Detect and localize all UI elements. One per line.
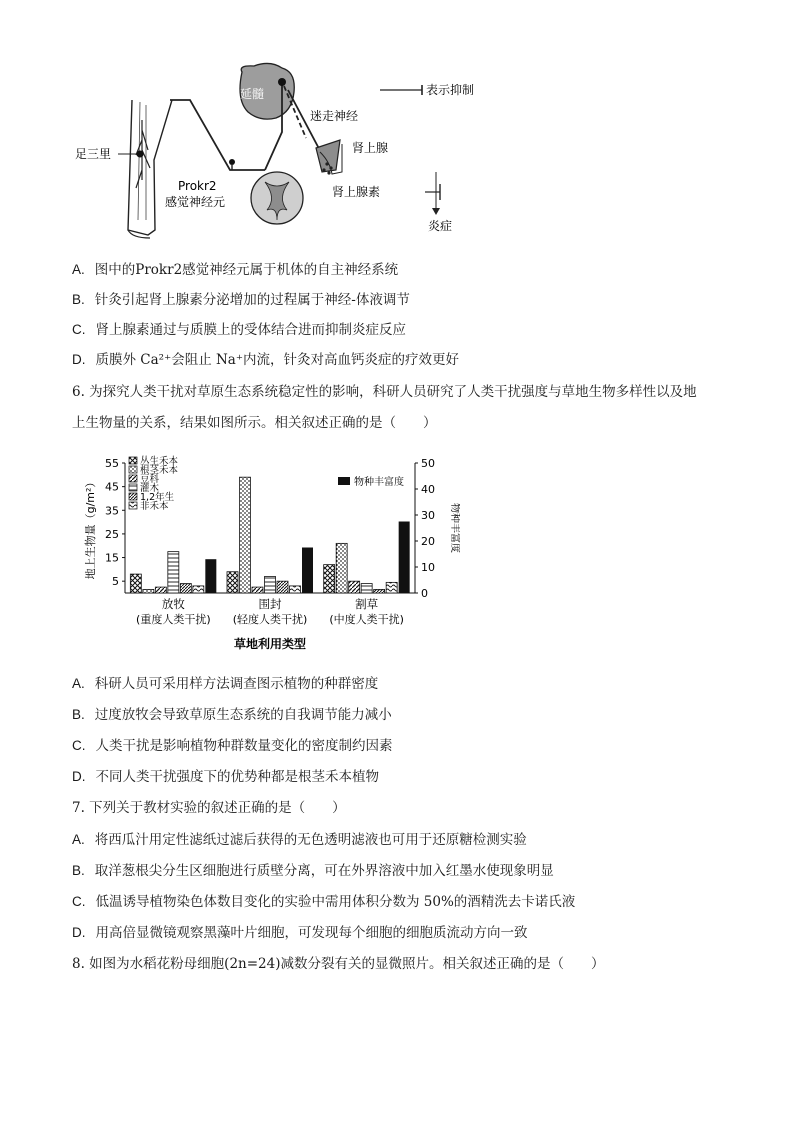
y2-axis-label: 物种丰富度 xyxy=(449,503,460,553)
legend-label-richness: 物种丰富度 xyxy=(354,477,404,488)
q5-option-c[interactable]: C. 肾上腺素通过与质膜上的受体结合进而抑制炎症反应 xyxy=(72,322,406,338)
category-label: 割草 xyxy=(355,597,379,611)
label-zusanli: 足三里 xyxy=(75,147,112,161)
legend-label: 根茎禾本 xyxy=(140,465,179,476)
x-axis-label: 草地利用类型 xyxy=(233,637,307,651)
bar-非禾本 xyxy=(290,586,301,593)
q5-neural-diagram xyxy=(70,60,510,240)
y-tick-label: 25 xyxy=(105,527,119,541)
bar-richness xyxy=(205,559,216,593)
bar-非禾本 xyxy=(386,582,397,593)
y-tick-label: 15 xyxy=(105,551,119,565)
q6-option-b[interactable]: B. 过度放牧会导致草原生态系统的自我调节能力减小 xyxy=(72,707,392,723)
y-tick-label: 35 xyxy=(105,504,119,518)
y-tick-label: 45 xyxy=(105,480,119,494)
q5-option-d[interactable]: D. 质膜外 Ca²⁺会阻止 Na⁺内流，针灸对高血钙炎症的疗效更好 xyxy=(72,352,459,368)
y-tick-label: 5 xyxy=(112,575,119,589)
y2-tick-label: 0 xyxy=(421,587,428,600)
q6-option-d[interactable]: D. 不同人类干扰强度下的优势种都是根茎禾本植物 xyxy=(72,769,379,785)
legend-swatch-richness xyxy=(338,477,350,485)
legend-swatch xyxy=(129,493,137,500)
category-note: (轻度人类干扰) xyxy=(232,613,308,626)
q6-option-a[interactable]: A. 科研人员可采用样方法调查图示植物的种群密度 xyxy=(72,676,379,692)
y2-tick-label: 50 xyxy=(421,457,435,470)
category-label: 放牧 xyxy=(161,597,185,611)
bar-1,2年生 xyxy=(374,589,385,593)
legend-label: 豆科 xyxy=(140,474,160,485)
bar-豆科 xyxy=(155,587,166,593)
category-label: 围封 xyxy=(258,597,282,611)
bar-1,2年生 xyxy=(180,584,191,593)
legend-swatch xyxy=(129,457,137,464)
legend-label: 丛生禾本 xyxy=(140,456,179,467)
q7-stem: 7. 下列关于教材实验的叙述正确的是（ ） xyxy=(72,800,346,816)
label-sensory-neuron: 感觉神经元 xyxy=(165,195,226,209)
q7-option-b[interactable]: B. 取洋葱根尖分生区细胞进行质壁分离，可在外界溶液中加入红墨水使现象明显 xyxy=(72,863,554,879)
bar-豆科 xyxy=(252,587,263,593)
label-epinephrine: 肾上腺素 xyxy=(332,185,381,199)
bar-丛生禾本 xyxy=(130,574,141,593)
legend-swatch xyxy=(129,475,137,482)
acupoint-dot xyxy=(137,151,144,158)
bar-灌木 xyxy=(265,576,276,593)
q6-option-c[interactable]: C. 人类干扰是影响植物种群数量变化的密度制约因素 xyxy=(72,738,393,754)
y2-tick-label: 10 xyxy=(421,561,435,574)
adrenal-gland-icon xyxy=(316,140,342,174)
y2-tick-label: 40 xyxy=(421,483,435,496)
label-vagus: 迷走神经 xyxy=(310,109,359,123)
label-inhibit-legend: 表示抑制 xyxy=(426,83,475,97)
bar-灌木 xyxy=(168,552,179,593)
bar-根茎禾本 xyxy=(143,589,154,593)
q7-option-a[interactable]: A. 将西瓜汁用定性滤纸过滤后获得的无色透明滤液也可用于还原糖检测实验 xyxy=(72,832,527,848)
chart-legend xyxy=(129,455,404,512)
y-axis-label: 地上生物量（g/m²） xyxy=(84,476,97,580)
bar-根茎禾本 xyxy=(240,477,251,593)
bar-丛生禾本 xyxy=(227,572,238,593)
legend-swatch xyxy=(129,466,137,473)
category-note: (中度人类干扰) xyxy=(329,613,404,626)
y2-tick-label: 20 xyxy=(421,535,435,548)
label-medulla: 延髓 xyxy=(240,87,265,101)
spinal-cord-icon xyxy=(251,172,303,224)
q7-option-d[interactable]: D. 用高倍显微镜观察黑藻叶片细胞，可发现每个细胞的细胞质流动方向一致 xyxy=(72,925,528,941)
y2-tick-label: 30 xyxy=(421,509,435,522)
legend-swatch xyxy=(129,484,137,491)
legend-label: 1,2年生 xyxy=(140,492,175,503)
q6-stem-line2: 上生物量的关系，结果如图所示。相关叙述正确的是（ ） xyxy=(72,415,437,431)
bar-根茎禾本 xyxy=(336,543,347,593)
bar-非禾本 xyxy=(193,586,204,593)
q8-stem: 8. 如图为水稻花粉母细胞(2n=24)减数分裂有关的显微照片。相关叙述正确的是（ ） xyxy=(72,956,605,972)
bar-豆科 xyxy=(349,581,360,593)
bar-richness xyxy=(302,548,313,594)
bar-richness xyxy=(399,522,410,594)
category-note: (重度人类干扰) xyxy=(136,613,211,626)
label-inflammation: 炎症 xyxy=(428,219,453,233)
bar-灌木 xyxy=(361,584,372,593)
legend-label: 灌木 xyxy=(140,483,160,494)
q7-option-c[interactable]: C. 低温诱导植物染色体数目变化的实验中需用体积分数为 50%的酒精洗去卡诺氏液 xyxy=(72,894,576,910)
bar-丛生禾本 xyxy=(324,565,335,593)
legend-label: 非禾本 xyxy=(140,501,169,512)
y-tick-label: 55 xyxy=(105,457,119,470)
q5-option-a[interactable]: A. 图中的Prokr2感觉神经元属于机体的自主神经系统 xyxy=(72,262,399,278)
legend-swatch xyxy=(129,502,137,509)
label-adrenal-gland: 肾上腺 xyxy=(352,141,389,155)
biomass-chart xyxy=(80,448,460,658)
q5-option-b[interactable]: B. 针灸引起肾上腺素分泌增加的过程属于神经-体液调节 xyxy=(72,292,410,308)
q6-stem-line1: 6. 为探究人类干扰对草原生态系统稳定性的影响，科研人员研究了人类干扰强度与草地生物多样性以及地 xyxy=(72,384,697,400)
label-prokr2: Prokr2 xyxy=(178,179,217,193)
bar-1,2年生 xyxy=(277,581,288,593)
